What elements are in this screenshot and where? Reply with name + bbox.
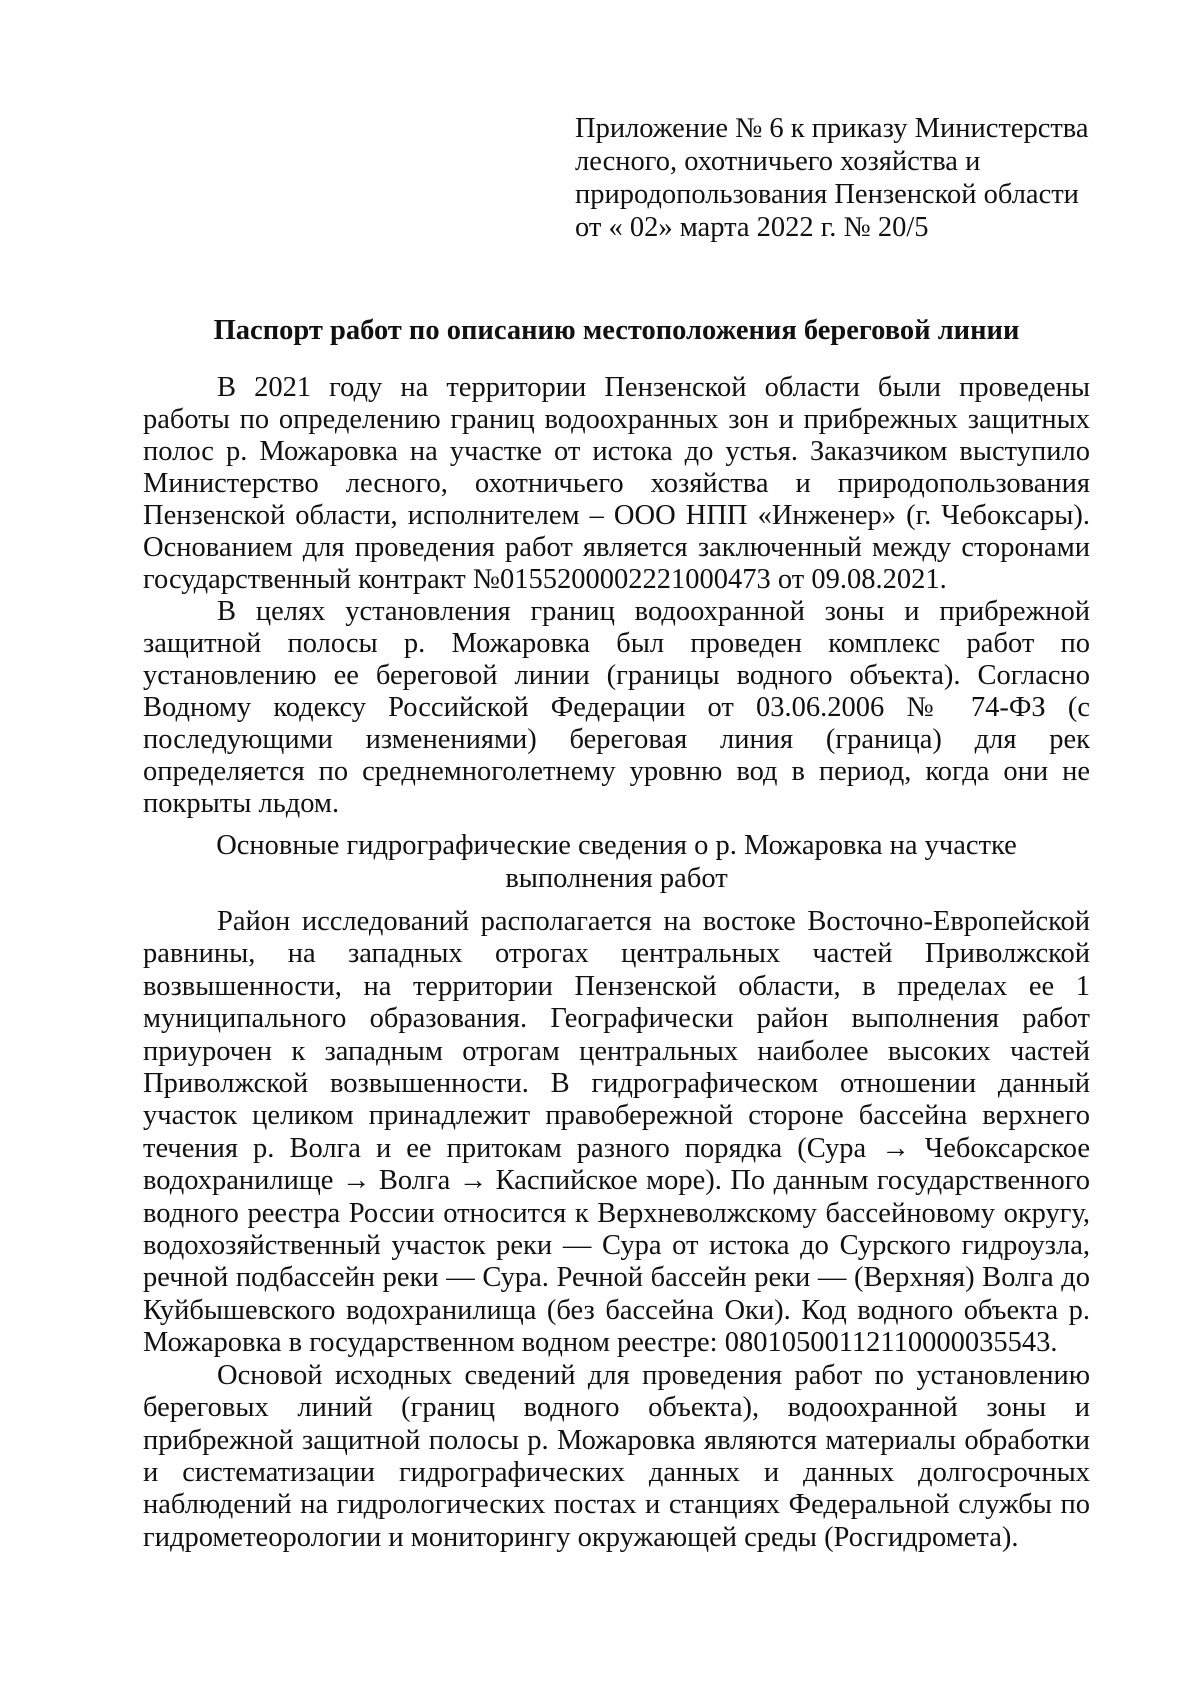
appendix-line: от « 02» марта 2022 г. № 20/5 <box>575 212 929 243</box>
paragraph: Район исследований располагается на востоке Восточно-Европейской равнины, на западных отрогах центральных частей Приволжской возвышенности, на территории Пензенской области, в пределах ее 1 муниципального образования. Географически район выполнения работ приурочен к западным отрогам центральных наиболее высоких частей Приволжской возвышенности. В гидрографическом отношении данный участок целиком принадлежит правобережной стороне бассейна верхнего течения р. Волга и ее притокам разного порядка (Сура → Чебоксарское водохранилище → Волга → Каспийское море). По данным государственного водного реестра России относится к Верхневолжскому бассейновому округу, водохозяйственный участок реки — Сура от истока до Сурского гидроузла, речной подбассейн реки — Сура. Речной бассейн реки — (Верхняя) Волга до Куйбышевского водохранилища (без бассейна Оки). Код водного объекта р. Можаровка в государственном водном реестре: 08010500112110000035543. <box>143 906 1090 1359</box>
paragraph: Основой исходных сведений для проведения работ по установлению береговых линий (границ водного объекта), водоохранной зоны и прибрежной защитной полосы р. Можаровка являются материалы обработки и систематизации гидрографических данных и данных долгосрочных наблюдений на гидрологических постах и станциях Федеральной службы по гидрометеорологии и мониторингу окружающей среды (Росгидромета). <box>143 1359 1090 1553</box>
intro-section <box>143 372 1090 820</box>
document-title: Паспорт работ по описанию местоположения береговой линии <box>213 315 1020 346</box>
appendix-header <box>575 112 1095 244</box>
appendix-line: лесного, охотничьего хозяйства и <box>575 146 981 177</box>
paragraph: В 2021 году на территории Пензенской области были проведены работы по определению границ водоохранных зон и прибрежных защитных полос р. Можаровка на участке от истока до устья. Заказчиком выступило Министерство лесного, охотничьего хозяйства и природопользования Пензенской области, исполнителем – ООО НПП «Инженер» (г. Чебоксары). Основанием для проведения работ является заключенный между сторонами государственный контракт №0155200002221000473 от 09.08.2021. <box>143 372 1090 595</box>
paragraph: В целях установления границ водоохранной зоны и прибрежной защитной полосы р. Можаровка был проведен комплекс работ по установлению ее береговой линии (границы водного объекта). Согласно Водному кодексу Российской Федерации от 03.06.2006 № 74-ФЗ (с последующими изменениями) береговая линия (граница) для рек определяется по среднемноголетнему уровню вод в период, когда они не покрыты льдом. <box>143 596 1090 819</box>
appendix-line: Приложение № 6 к приказу Министерства <box>575 113 1089 144</box>
section-title: Основные гидрографические сведения о р. Можаровка на участке выполнения работ <box>216 830 1017 894</box>
hydrographic-section <box>143 906 1090 1554</box>
appendix-line: природопользования Пензенской области <box>575 179 1079 210</box>
